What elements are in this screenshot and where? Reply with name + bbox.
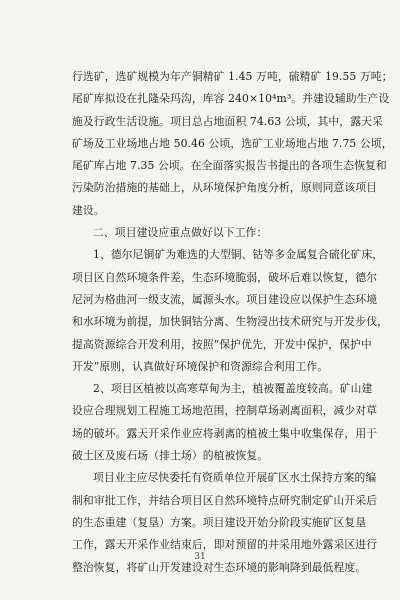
paragraph-start-line: 2、项目区植被以高寒草甸为主，植被覆盖度较高。矿山建	[93, 382, 373, 396]
text-line: 工作，露天开采作业结束后，即对预留的井采用地外露采区进行	[72, 538, 378, 552]
text-line: 和水环境为前提，加快铜钴分离、生物浸出技术研究与开发步伐，	[72, 315, 389, 329]
text-line: 尾矿库占地 7.35 公顷。在全面落实报告书提出的各项生态恢复和	[72, 159, 387, 173]
text-line: 污染防治措施的基础上，从环境保护角度分析，原则同意该项目	[72, 181, 378, 195]
text-line: 矿场及工业场地占地 50.46 公顷，选矿工业场地占地 7.75 公顷，	[72, 136, 393, 150]
text-line: 开发”原则，认真做好环境保护和资源综合利用工作。	[72, 359, 329, 373]
text-line: 整治恢复，将矿山开发建设对生态环境的影响降到最低程度。	[72, 560, 367, 574]
text-line: 提高资源综合开发利用，按照“保护优先，开发中保护，保护中	[72, 337, 372, 351]
paragraph-start-line: 1、德尔尼铜矿为难选的大型铜、钴等多金属复合硫化矿床，	[93, 248, 384, 262]
text-line: 尾矿库拟设在扎隆朵玛沟，库容 240×10⁴m³。并建设辅助生产设	[72, 92, 390, 106]
text-line: 的生态重建（复垦）方案。项目建设开始分阶段实施矿区复垦	[72, 515, 367, 529]
text-line: 项目区自然环境条件差，生态环境脆弱，破坏后难以恢复，德尔	[72, 270, 378, 284]
paragraph-start-line: 项目业主应尽快委托有资质单位开展矿区水土保持方案的编	[93, 471, 377, 485]
text-line: 破土区及废石场（排土场）的植被恢复。	[72, 449, 269, 463]
text-line: 场的破坏。露天开采作业应将剥离的植被土集中收集保存，用于	[72, 426, 378, 440]
section-heading: 二、项目建设应重点做好以下工作：	[93, 226, 268, 240]
text-line: 尼河为格曲河一级支流，属源头水。项目建设应以保护生态环境	[72, 292, 378, 306]
text-line: 行选矿，选矿规模为年产铜精矿 1.45 万吨，硫精矿 19.55 万吨；	[72, 70, 393, 83]
text-line: 设应合理规划工程施工场地范围，控制草场剥离面积，减少对草	[72, 404, 378, 418]
text-line: 施及行政生活设施。项目总占地面积 74.63 公顷，其中，露天采	[72, 114, 383, 128]
text-line: 制和审批工作，并结合项目区自然环境特点研究制定矿山开采后	[72, 493, 378, 507]
body-text	[72, 66, 393, 579]
page-number: 31	[194, 552, 206, 562]
text-line: 建设。	[72, 203, 105, 217]
